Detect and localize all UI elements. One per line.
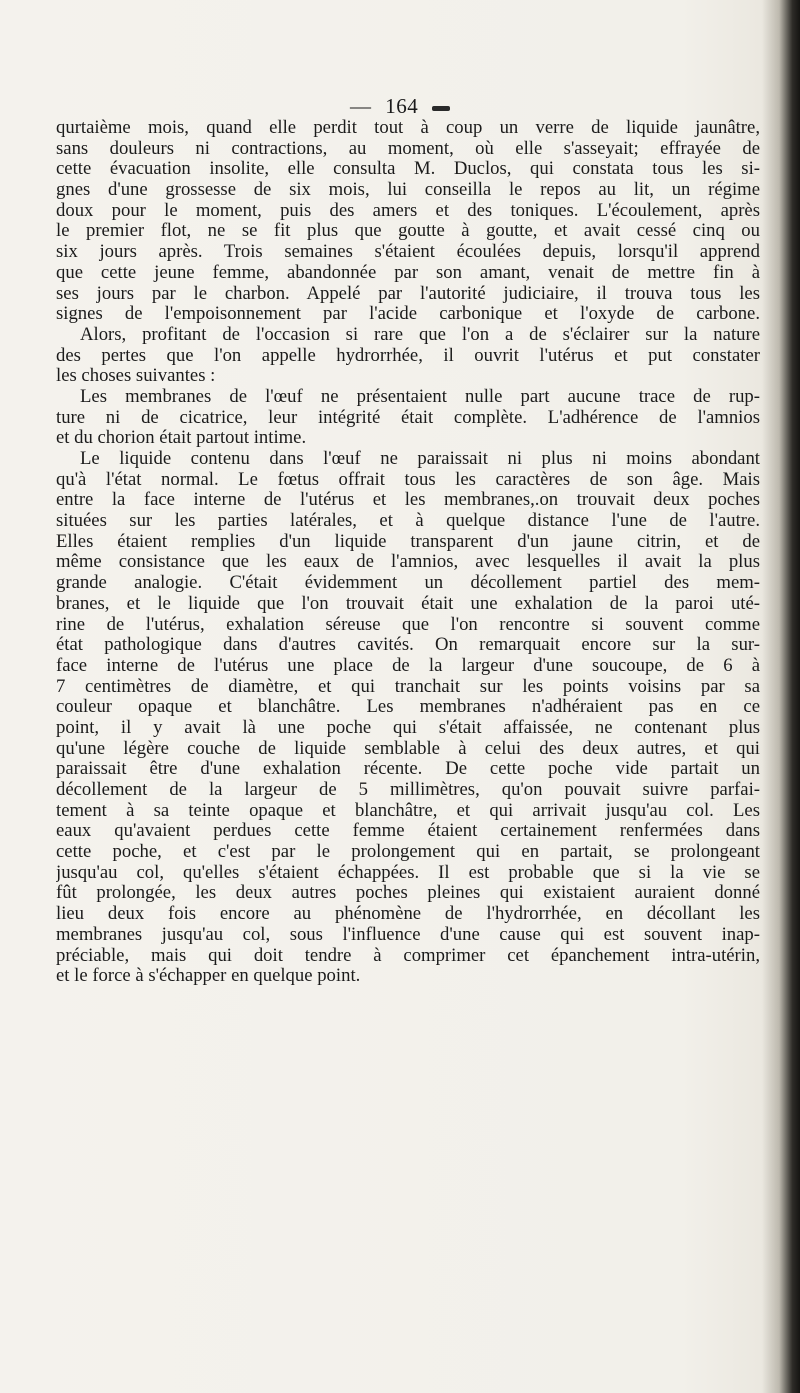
text-line: membranes jusqu'au col, sous l'influence d'une cause qui est souvent inap- (56, 924, 760, 945)
page-header (0, 94, 800, 118)
text-line: 7 centimètres de diamètre, et qui tranchait sur les points voisins par sa (56, 676, 760, 697)
text-line: fût prolongée, les deux autres poches pleines qui existaient auraient donné (56, 883, 760, 904)
text-line: point, il y avait là une poche qui s'était affaissée, ne contenant plus (56, 717, 760, 738)
text-line: les choses suivantes : (56, 366, 216, 387)
text-line: doux pour le moment, puis des amers et des toniques. L'écoulement, après (56, 200, 760, 221)
text-line: face interne de l'utérus une place de la largeur d'une soucoupe, de 6 à (56, 655, 760, 676)
text-line: décollement de la largeur de 5 millimètres, qu'on pouvait suivre parfai- (56, 780, 760, 800)
text-line: état pathologique dans d'autres cavités. On remarquait encore sur la sur- (56, 635, 760, 656)
printer-mark (432, 106, 450, 111)
text-line: Les membranes de l'œuf ne présentaient nulle part aucune trace de rup- (80, 386, 760, 407)
text-line: Le liquide contenu dans l'œuf ne paraissait ni plus ni moins abondant (80, 449, 760, 469)
text-line: ture ni de cicatrice, leur intégrité était complète. L'adhérence de l'amnios (56, 407, 760, 428)
text-line: des pertes que l'on appelle hydrorrhée, il ouvrit l'utérus et put constater (56, 345, 760, 366)
text-line: préciable, mais qui doit tendre à comprimer cet épanchement intra-utérin, (56, 945, 760, 966)
header-dash: — (350, 94, 372, 118)
text-line: tement à sa teinte opaque et blanchâtre, et qui arrivait jusqu'au col. Les (56, 800, 760, 821)
text-line: entre la face interne de l'utérus et les membranes,.on trouvait deux poches (56, 490, 760, 511)
text-line: grande analogie. C'était évidemment un décollement partiel des mem- (56, 573, 760, 594)
body-text (56, 118, 760, 987)
text-line: situées sur les parties latérales, et à quelque distance l'une de l'autre. (56, 511, 760, 532)
text-line: et le force à s'échapper en quelque point. (56, 966, 361, 987)
text-line: signes de l'empoisonnement par l'acide carbonique et l'oxyde de carbone. (56, 304, 760, 325)
text-line: qu'à l'état normal. Le fœtus offrait tous les caractères de son âge. Mais (56, 469, 760, 490)
text-line: qurtaième mois, quand elle perdit tout à coup un verre de liquide jaunâtre, (56, 118, 760, 138)
text-line: couleur opaque et blanchâtre. Les membranes n'adhéraient pas en ce (56, 697, 760, 718)
page-binding-edge (762, 0, 800, 1393)
text-line: que cette jeune femme, abandonnée par son amant, venait de mettre fin à (56, 262, 760, 283)
text-line: paraissait être d'une exhalation récente. De cette poche vide partait un (56, 759, 760, 780)
text-line: cette poche, et c'est par le prolongement qui en partait, se prolongeant (56, 842, 760, 863)
text-line: Elles étaient remplies d'un liquide transparent d'un jaune citrin, et de (56, 531, 760, 552)
text-line: même consistance que les eaux de l'amnios, avec lesquelles il avait la plus (56, 552, 760, 573)
text-line: lieu deux fois encore au phénomène de l'hydrorrhée, en décollant les (56, 904, 760, 925)
text-line: cette évacuation insolite, elle consulta M. Duclos, qui constata tous les si- (56, 159, 760, 180)
text-line: qu'une légère couche de liquide semblable à celui des deux autres, et qui (56, 738, 760, 759)
text-line: six jours après. Trois semaines s'étaient écoulées depuis, lorsqu'il apprend (56, 242, 760, 263)
text-line: gnes d'une grossesse de six mois, lui conseilla le repos au lit, un régime (56, 180, 760, 201)
text-line: Alors, profitant de l'occasion si rare que l'on a de s'éclairer sur la nature (80, 324, 760, 345)
text-line: jusqu'au col, qu'elles s'étaient échappées. Il est probable que si la vie se (56, 862, 760, 883)
text-line: le premier flot, ne se fit plus que goutte à goutte, et avait cessé cinq ou (56, 221, 760, 242)
text-line: branes, et le liquide que l'on trouvait était une exhalation de la paroi uté- (56, 593, 760, 614)
page-number: 164 (385, 94, 419, 118)
text-line: eaux qu'avaient perdues cette femme étaient certainement renfermées dans (56, 821, 760, 842)
text-line: et du chorion était partout intime. (56, 428, 307, 449)
text-line: sans douleurs ni contractions, au moment, où elle s'asseyait; effrayée de (56, 138, 760, 159)
text-line: ses jours par le charbon. Appelé par l'autorité judiciaire, il trouva tous les (56, 283, 760, 304)
text-line: rine de l'utérus, exhalation séreuse que l'on rencontre si souvent comme (56, 614, 760, 635)
